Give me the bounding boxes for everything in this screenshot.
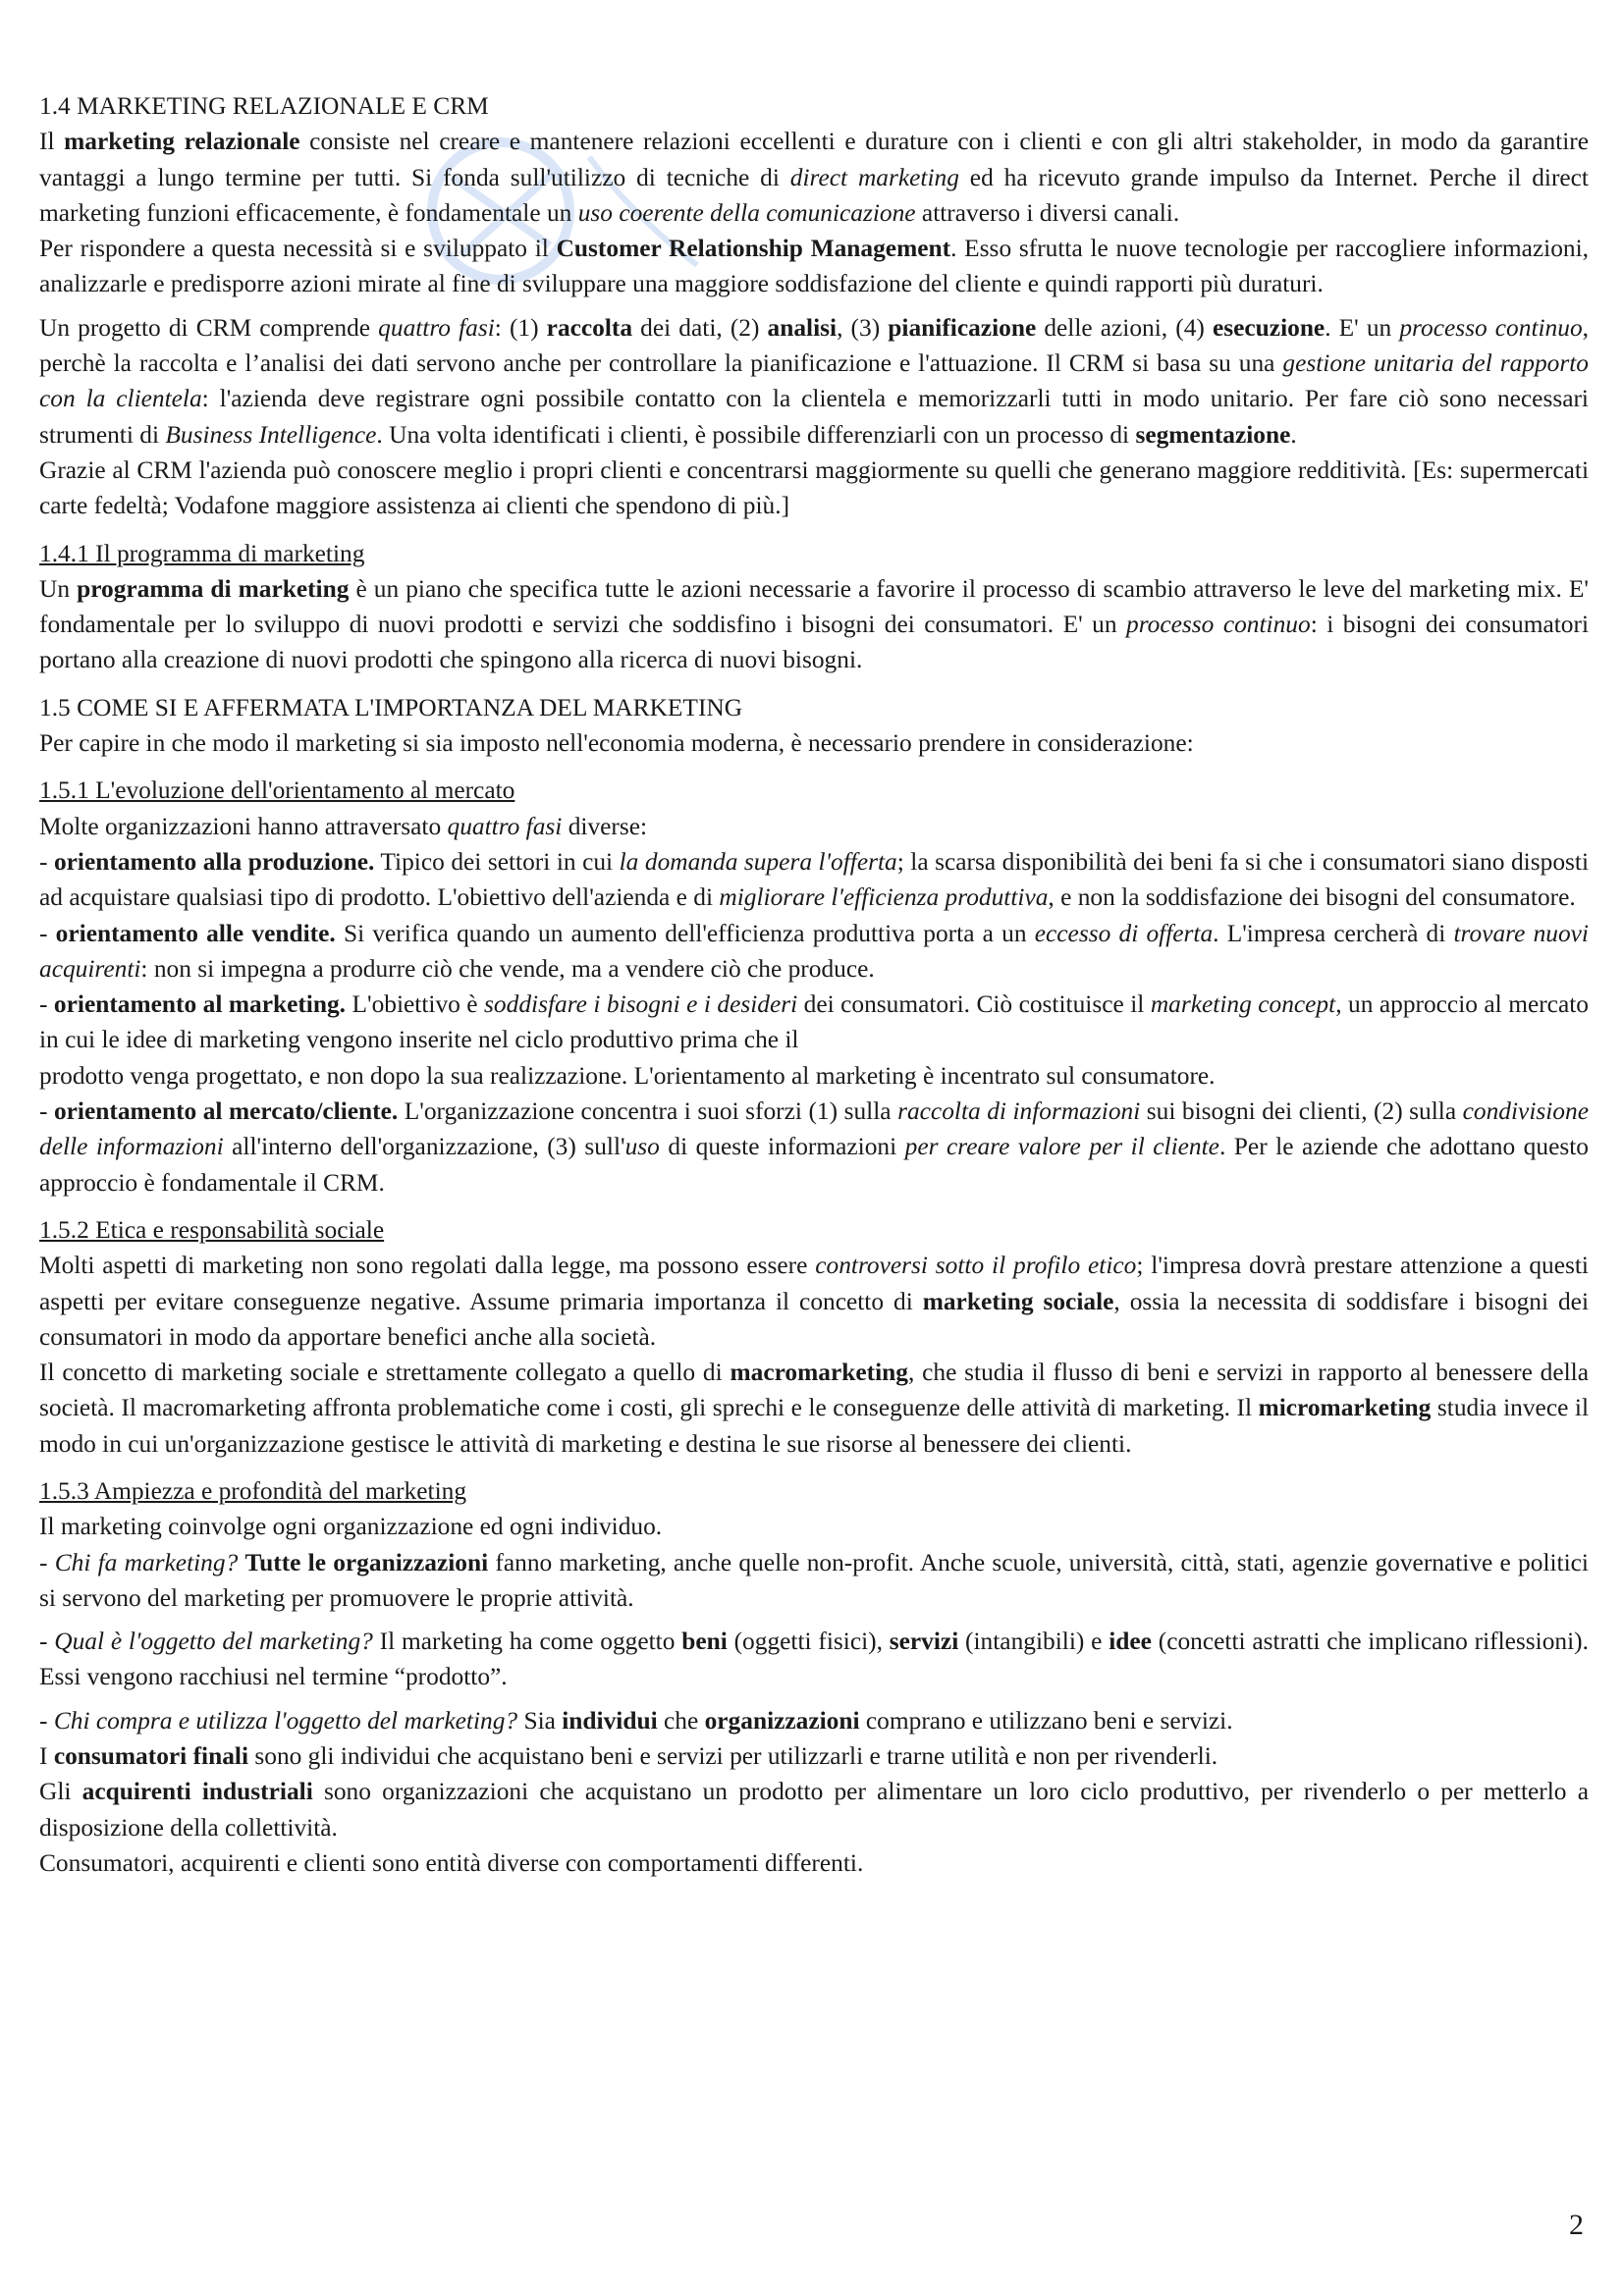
italic-term: direct marketing xyxy=(789,163,959,191)
text-run: - xyxy=(39,847,54,876)
bold-term: pianificazione xyxy=(888,313,1037,342)
bold-term: orientamento al mercato/cliente. xyxy=(53,1097,399,1126)
text-run: comprano e utilizzano beni e servizi. xyxy=(859,1706,1233,1735)
s14-p1 xyxy=(39,124,1589,231)
text-run: ed ha ricevuto grande impulso da Internet. Perche il direct marketing funzioni efficacemente, è fondamentale un xyxy=(39,163,1589,227)
text-run: delle azioni, (4) xyxy=(1036,313,1213,342)
text-run: L'organizzazione concentra i suoi sforzi (1) sulla xyxy=(398,1097,898,1126)
text-run: , un approccio al mercato in cui le idee di marketing vengono inserite nel ciclo produttivo prima che il xyxy=(39,990,1589,1054)
italic-term: Business Intelligence xyxy=(165,420,377,449)
italic-term: la domanda supera l'offerta xyxy=(619,847,897,876)
bold-term: acquirenti industriali xyxy=(81,1778,313,1806)
text-run: Per rispondere a questa necessità si e sviluppato il xyxy=(39,235,557,263)
s153-p4 xyxy=(39,1703,1589,1738)
bold-term: orientamento alla produzione. xyxy=(53,847,375,876)
text-run: Molti aspetti di marketing non sono regolati dalla legge, ma possono essere xyxy=(39,1252,816,1280)
text-run: consiste nel creare e mantenere relazioni eccellenti e durature con i clienti e con gli altri stakeholder, in modo da garantire vantaggi a lungo termine per tutti. Si fonda sull'utilizzo di tecniche di xyxy=(39,128,1590,191)
text-run: dei consumatori. Ciò costituisce il xyxy=(797,990,1151,1019)
section-1-5-2-title: 1.5.2 Etica e responsabilità sociale xyxy=(39,1215,385,1244)
text-run: , che studia il flusso di beni e servizi in rapporto al benessere della società. Il macromarketing affronta problematiche come i costi, gli sprechi e le conseguenze delle attività di marketing. Il xyxy=(39,1359,1589,1422)
text-run: - xyxy=(39,1548,55,1576)
text-run: Sia xyxy=(517,1706,563,1735)
text-run: ; l'impresa dovrà prestare attenzione a questi aspetti per evitare conseguenze negative. Assume primaria importanza il concetto di xyxy=(39,1252,1589,1315)
text-run: (concetti astratti che implicano riflessioni). Essi vengono racchiusi nel termine “prodotto”. xyxy=(39,1628,1589,1691)
text-run: è un piano che specifica tutte le azioni necessarie a favorire il processo di scambio attraverso le leve del marketing mix. E' fondamentale per lo sviluppo di nuovi prodotti e servizi che soddisfino i bisogni dei consumatori. E' un xyxy=(39,574,1589,639)
section-1-4-title: 1.4 MARKETING RELAZIONALE E CRM xyxy=(39,92,489,120)
text-run: : non si impegna a produrre ciò che vende, ma a vendere ciò che produce. xyxy=(140,954,875,983)
bold-term: consumatori finali xyxy=(53,1742,249,1771)
bold-term: marketing relazionale xyxy=(64,128,300,156)
text-run: : i bisogni dei consumatori portano alla creazione di nuovi prodotti che spingono alla ricerca di nuovi bisogni. xyxy=(39,611,1589,674)
s152-p1 xyxy=(39,1248,1589,1355)
text-run: fanno marketing, anche quelle non-profit. Anche scuole, università, città, stati, agenzie governative e politici si servono del marketing per promuovere le proprie attività. xyxy=(39,1548,1589,1612)
text-run: , e non la soddisfazione dei bisogni del consumatore. xyxy=(1048,883,1576,912)
text-run: (intangibili) e xyxy=(958,1628,1109,1656)
text-run: - xyxy=(39,990,54,1019)
text-run: L'obiettivo è xyxy=(346,990,485,1019)
bold-term: individui xyxy=(562,1706,658,1735)
text-run: - xyxy=(39,1628,55,1656)
s153-p5 xyxy=(39,1738,1589,1774)
text-run: Il marketing ha come oggetto xyxy=(372,1628,682,1656)
text-run: sono gli individui che acquistano beni e servizi per utilizzarli e trarne utilità e non per rivenderli. xyxy=(248,1742,1218,1771)
italic-term: per creare valore per il cliente xyxy=(904,1133,1219,1161)
italic-term: controversi sotto il profilo etico xyxy=(815,1252,1137,1280)
text-run: . Una volta identificati i clienti, è possibile differenziarli con un processo di xyxy=(376,420,1136,449)
text-run: I xyxy=(39,1742,54,1771)
text-run: - xyxy=(39,1097,54,1126)
s141-p1 xyxy=(39,571,1589,678)
bold-term: orientamento al marketing. xyxy=(53,990,347,1019)
text-run: , ossia la necessita di soddisfare i bisogni dei consumatori in modo da apportare benefici anche alla società. xyxy=(39,1287,1589,1351)
text-run: Un progetto di CRM comprende xyxy=(39,313,379,342)
s151-p2 xyxy=(39,844,1589,916)
s153-p1 xyxy=(39,1509,1589,1544)
text-run: (oggetti fisici), xyxy=(727,1628,890,1656)
text-run: Il concetto di marketing sociale e strettamente collegato a quello di xyxy=(39,1359,730,1387)
text-run: . Esso sfrutta le nuove tecnologie per raccogliere informazioni, analizzarle e predisporre azioni mirate al fine di sviluppare una maggiore soddisfazione del cliente e quindi rapporti più duraturi. xyxy=(39,235,1589,298)
bold-term: programma di marketing xyxy=(77,574,350,603)
bold-term: micromarketing xyxy=(1258,1394,1432,1422)
text-run: . Per le aziende che adottano questo approccio è fondamentale il CRM. xyxy=(39,1133,1589,1197)
text-run: Il marketing coinvolge ogni organizzazione ed ogni individuo. xyxy=(39,1513,663,1541)
text-run: dei dati, (2) xyxy=(632,313,768,342)
s151-p5 xyxy=(39,1094,1589,1201)
text-run: Consumatori, acquirenti e clienti sono entità diverse con comportamenti differenti. xyxy=(39,1848,864,1877)
s151-p3 xyxy=(39,916,1589,988)
bold-term: marketing sociale xyxy=(922,1287,1114,1315)
bold-term: esecuzione xyxy=(1212,313,1325,342)
bold-term: servizi xyxy=(889,1628,959,1656)
s153-p3 xyxy=(39,1624,1589,1695)
text-run: all'interno dell'organizzazione, (3) sull' xyxy=(223,1133,625,1161)
s153-p7 xyxy=(39,1845,1589,1881)
bold-term: Customer Relationship Management xyxy=(556,235,951,263)
text-run: - xyxy=(39,1706,54,1735)
text-run: di queste informazioni xyxy=(659,1133,905,1161)
s14-p2 xyxy=(39,231,1589,302)
text-run xyxy=(238,1549,244,1576)
italic-term: marketing concept xyxy=(1150,990,1336,1019)
text-run: Si verifica quando un aumento dell'efficienza produttiva porta a un xyxy=(335,919,1035,947)
text-run: . L'impresa cercherà di xyxy=(1213,919,1454,947)
italic-term: eccesso di offerta xyxy=(1034,919,1214,947)
s14-p4 xyxy=(39,453,1589,524)
text-run: Tipico dei settori in cui xyxy=(374,847,620,876)
bold-term: idee xyxy=(1109,1628,1152,1656)
italic-term: uso coerente della comunicazione xyxy=(577,198,916,227)
bold-term: analisi xyxy=(767,313,838,342)
italic-term: Chi compra e utilizza l'oggetto del marketing? xyxy=(53,1706,518,1735)
italic-term: migliorare l'efficienza produttiva xyxy=(719,883,1049,912)
italic-term: quattro fasi xyxy=(378,313,495,342)
text-run: attraverso i diversi canali. xyxy=(915,198,1180,227)
bold-term: organizzazioni xyxy=(704,1706,860,1735)
text-run: , (3) xyxy=(837,313,889,342)
text-run: che xyxy=(657,1706,705,1735)
text-run: Per capire in che modo il marketing si sia imposto nell'economia moderna, è necessario prendere in considerazione: xyxy=(39,729,1194,758)
italic-term: trovare nuovi acquirenti xyxy=(39,919,1589,983)
section-1-5-3-title: 1.5.3 Ampiezza e profondità del marketing xyxy=(39,1476,467,1505)
text-run: - xyxy=(39,919,56,947)
s153-p2 xyxy=(39,1545,1589,1617)
section-1-5-1-title: 1.5.1 L'evoluzione dell'orientamento al mercato xyxy=(39,776,515,805)
text-run: Il xyxy=(39,128,65,156)
text-run: Gli xyxy=(39,1778,82,1806)
italic-term: Qual è l'oggetto del marketing? xyxy=(54,1628,373,1656)
text-run: sui bisogni dei clienti, (2) sulla xyxy=(1140,1097,1463,1126)
bold-term: macromarketing xyxy=(730,1359,908,1387)
s152-p2 xyxy=(39,1355,1589,1462)
text-run: diverse: xyxy=(562,812,648,840)
text-run: ; la scarsa disponibilità dei beni fa si che i consumatori siano disposti ad acquistare qualsiasi tipo di prodotto. L'obiettivo dell'azienda e di xyxy=(39,847,1589,912)
bold-term: orientamento alle vendite. xyxy=(55,919,336,947)
italic-term: uso xyxy=(624,1133,660,1161)
document-page xyxy=(39,88,1589,1881)
s153-p6 xyxy=(39,1774,1589,1845)
italic-term: soddisfare i bisogni e i desideri xyxy=(484,990,798,1019)
text-run: Un xyxy=(39,574,78,603)
text-run: sono organizzazioni che acquistano un prodotto per alimentare un loro ciclo produttivo, per rivenderlo o per metterlo a disposizione della collettività. xyxy=(39,1778,1589,1842)
s151-p1 xyxy=(39,809,1589,844)
bold-term: beni xyxy=(681,1628,728,1656)
s15-p1 xyxy=(39,725,1589,761)
italic-term: processo continuo xyxy=(1399,313,1583,342)
page-number: 2 xyxy=(1569,2209,1584,2241)
s14-p3 xyxy=(39,310,1589,453)
text-run: , perchè la raccolta e l’analisi dei dati servono anche per controllare la pianificazione e l'attuazione. Il CRM si basa su una xyxy=(39,313,1590,378)
text-run: : l'azienda deve registrare ogni possibile contatto con la clientela e memorizzarli tutti in modo unitario. Per fare ciò sono necessari strumenti di xyxy=(39,385,1589,449)
italic-term: processo continuo xyxy=(1126,611,1311,639)
section-1-4-1-title: 1.4.1 Il programma di marketing xyxy=(39,539,365,567)
text-run: studia invece il modo in cui un'organizzazione gestisce le attività di marketing e destina le sue risorse al benessere dei clienti. xyxy=(39,1394,1589,1458)
italic-term: raccolta di informazioni xyxy=(897,1097,1141,1126)
italic-term: quattro fasi xyxy=(447,812,563,840)
text-run: . E' un xyxy=(1325,313,1400,342)
s151-p4a xyxy=(39,987,1589,1058)
bold-term: raccolta xyxy=(546,313,633,342)
text-run: : (1) xyxy=(494,313,547,342)
text-run: prodotto venga progettato, e non dopo la sua realizzazione. L'orientamento al marketing è incentrato sul consumatore. xyxy=(39,1061,1216,1090)
text-run: . xyxy=(1290,420,1297,449)
section-1-5-title: 1.5 COME SI E AFFERMATA L'IMPORTANZA DEL MARKETING xyxy=(39,693,743,721)
italic-term: Chi fa marketing? xyxy=(54,1548,239,1576)
s151-p4b xyxy=(39,1058,1589,1094)
text-run: Molte organizzazioni hanno attraversato xyxy=(39,812,448,840)
italic-term: condivisione delle informazioni xyxy=(39,1097,1589,1161)
bold-term: segmentazione xyxy=(1135,420,1291,449)
bold-term: Tutte le organizzazioni xyxy=(244,1548,489,1576)
italic-term: gestione unitaria del rapporto con la clientela xyxy=(39,349,1590,413)
text-run: Grazie al CRM l'azienda può conoscere meglio i propri clienti e concentrarsi maggiormente su quelli che generano maggiore redditività. [Es: supermercati carte fedeltà; Vodafone maggiore assistenza ai clienti che spendono di più.] xyxy=(39,455,1589,520)
